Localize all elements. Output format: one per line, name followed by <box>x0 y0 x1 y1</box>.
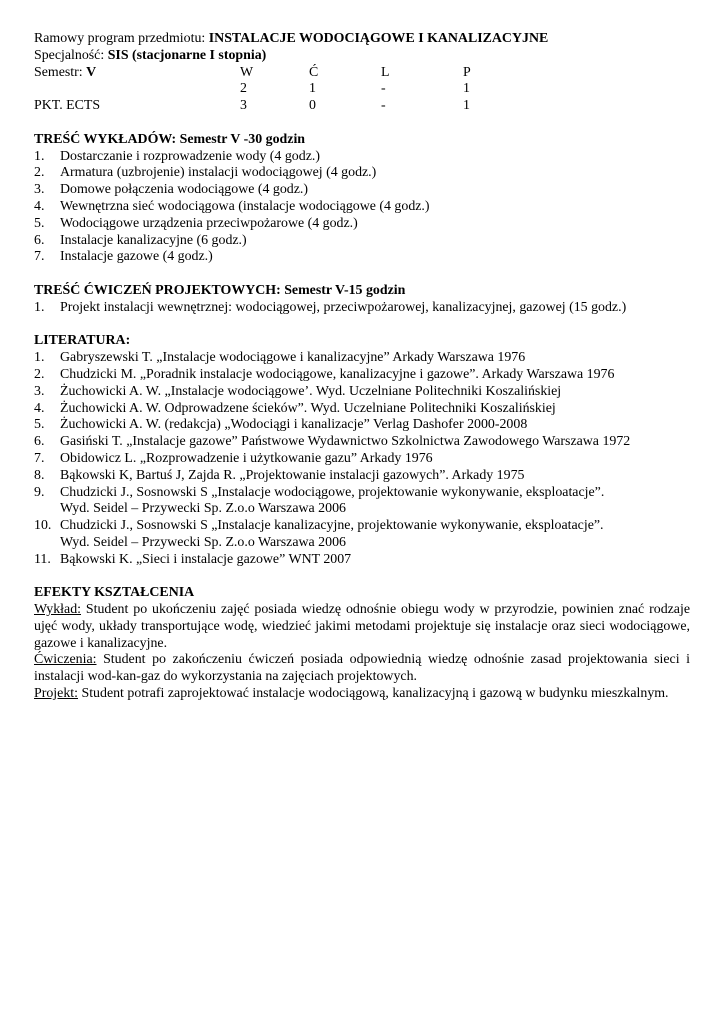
outcome-exercise-label: Ćwiczenia: <box>34 652 97 668</box>
semester-row <box>34 65 690 82</box>
document-page <box>34 31 690 703</box>
literature-heading: LITERATURA: <box>34 333 131 349</box>
list-item: 4. Żuchowicki A. W. Odprowadzene ścieków”. Wyd. Uczelniane Politechniki Koszalińskiej <box>34 400 556 416</box>
ects-p: 1 <box>463 98 470 114</box>
list-item: 4. Wewnętrzna sieć wodociągowa (instalacje wodociągowe (4 godz.) <box>34 198 430 214</box>
list-item: 2. Chudzicki M. „Poradnik instalacje wodociągowe, kanalizacyjne i gazowe”. Arkady Warszawa 1976 <box>34 366 615 382</box>
outcome-exercise <box>34 652 690 686</box>
ects-row <box>34 98 690 115</box>
list-item: 8. Bąkowski K, Bartuś J, Zajda R. „Projektowanie instalacji gazowych”. Arkady 1975 <box>34 467 525 483</box>
semester-label: Semestr: <box>34 64 87 80</box>
specialty-label: Specjalność: <box>34 47 108 63</box>
list-item: 7. Obidowicz L. „Rozprowadzenie i użytkowanie gazu” Arkady 1976 <box>34 450 433 466</box>
outcome-project-label: Projekt: <box>34 686 78 702</box>
ects-l: - <box>381 98 386 114</box>
specialty-line <box>34 48 690 65</box>
list-item: 3. Domowe połączenia wodociągowe (4 godz.) <box>34 182 309 198</box>
hours-l: - <box>381 81 386 97</box>
ects-c: 0 <box>309 98 316 114</box>
hours-p: 1 <box>463 81 470 97</box>
list-item: 1. Dostarczanie i rozprowadzenie wody (4 godz.) <box>34 148 320 164</box>
hours-c: 1 <box>309 81 316 97</box>
program-name: INSTALACJE WODOCIĄGOWE I KANALIZACYJNE <box>208 31 549 46</box>
program-label: Ramowy program przedmiotu: <box>34 31 209 46</box>
col-header-p: P <box>463 64 471 80</box>
col-header-l: L <box>381 64 390 80</box>
lectures-list <box>34 149 690 267</box>
list-item: 5. Żuchowicki A. W. (redakcja) „Wodociągi i kanalizacje” Verlag Dashofer 2000-2008 <box>34 417 528 433</box>
program-line <box>34 31 690 48</box>
outcome-lecture <box>34 602 690 652</box>
semester-value: V <box>86 64 97 80</box>
col-header-c: Ć <box>309 64 319 80</box>
projects-list <box>34 300 690 317</box>
list-item: 1. Projekt instalacji wewnętrznej: wodociągowej, przeciwpożarowej, kanalizacyjnej, gazowej (15 godz.) <box>34 299 627 315</box>
hours-w: 2 <box>240 81 247 97</box>
projects-heading: TREŚĆ ĆWICZEŃ PROJEKTOWYCH: Semestr V-15 godzin <box>34 282 406 298</box>
semester-cell <box>34 65 96 82</box>
ects-label: PKT. ECTS <box>34 98 101 114</box>
outcome-project <box>34 686 690 703</box>
col-header-w: W <box>240 64 254 80</box>
list-item: 5. Wodociągowe urządzenia przeciwpożarowe (4 godz.) <box>34 215 358 231</box>
list-item: 2. Armatura (uzbrojenie) instalacji wodociągowej (4 godz.) <box>34 165 377 181</box>
list-item: 10. Chudzicki J., Sosnowski S „Instalacje kanalizacyjne, projektowanie wykonywanie, eksploatacje”. Wyd. Seidel – Przywecki Sp. Z.o.o Warszawa 2006 <box>34 518 604 550</box>
outcome-project-text: Student potrafi zaprojektować instalacje wodociągową, kanalizacyjną i gazową w budynku mieszkalnym. <box>78 686 669 702</box>
outcome-lecture-label: Wykład: <box>34 602 81 618</box>
list-item: 6. Gasiński T. „Instalacje gazowe” Państwowe Wydawnictwo Szkolnictwa Zawodowego Warszawa 1972 <box>34 434 631 450</box>
specialty-value: SIS (stacjonarne I stopnia) <box>107 47 267 63</box>
list-item: 7. Instalacje gazowe (4 godz.) <box>34 249 213 265</box>
list-item: 6. Instalacje kanalizacyjne (6 godz.) <box>34 232 247 248</box>
list-item: 9. Chudzicki J., Sosnowski S „Instalacje wodociągowe, projektowanie wykonywanie, eksploatacje”. Wyd. Seidel – Przywecki Sp. Z.o.o Warszawa 2006 <box>34 484 605 517</box>
outcome-lecture-text: Student po ukończeniu zajęć posiada wiedzę odnośnie obiegu wody w przyrodzie, powinien znać rodzaje ujęć wody, układy transportujące wodę, wiedzieć jakimi metodami projektuje się instalacje oraz sieci wodociągowe, gazowe i kanalizacyjne. <box>34 602 690 651</box>
list-item: 11. Bąkowski K. „Sieci i instalacje gazowe” WNT 2007 <box>34 551 352 567</box>
list-item: 3. Żuchowicki A. W. „Instalacje wodociągowe’. Wyd. Uczelniane Politechniki Koszalińskiej <box>34 383 562 399</box>
literature-list <box>34 350 690 568</box>
outcome-exercise-text: Student po zakończeniu ćwiczeń posiada odpowiednią wiedzę odnośnie zasad projektowania sieci i instalacji wod-kan-gaz do wykorzystania na zajęciach projektowych. <box>34 652 690 685</box>
ects-w: 3 <box>240 98 247 114</box>
list-item: 1. Gabryszewski T. „Instalacje wodociągowe i kanalizacyjne” Arkady Warszawa 1976 <box>34 350 526 366</box>
outcomes-heading: EFEKTY KSZTAŁCENIA <box>34 585 195 601</box>
lectures-heading: TREŚĆ WYKŁADÓW: Semestr V -30 godzin <box>34 131 306 147</box>
hours-row <box>34 81 690 98</box>
